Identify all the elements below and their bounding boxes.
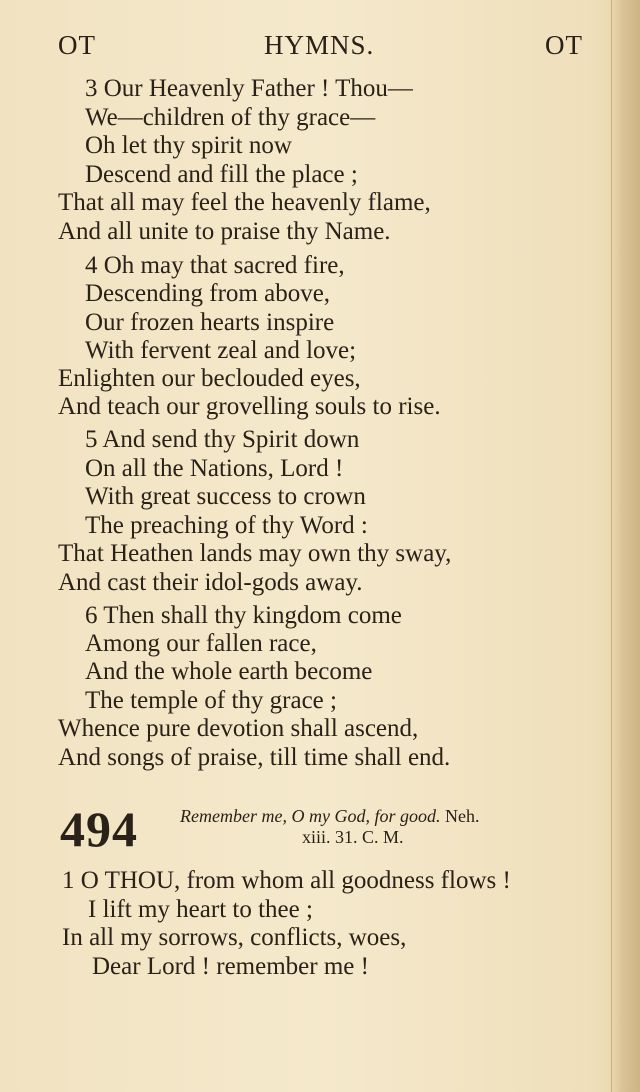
stanza-6-line-1: 6 Then shall thy kingdom come xyxy=(85,602,402,629)
hymn-title-text: Remember me, O my God, for good. xyxy=(180,806,441,826)
stanza-4-line-3: Our frozen hearts inspire xyxy=(85,309,335,336)
hymn-494-line-2: I lift my heart to thee ; xyxy=(88,896,313,923)
stanza-4-line-2: Descending from above, xyxy=(85,280,331,307)
hymn-494-line-3: In all my sorrows, conflicts, woes, xyxy=(62,924,407,951)
stanza-6-line-4: The temple of thy grace ; xyxy=(85,687,337,714)
hymn-meter: xiii. 31. C. M. xyxy=(302,827,404,847)
stanza-3-line-5: That all may feel the heavenly flame, xyxy=(58,189,431,216)
stanza-3-line-2: We—children of thy grace— xyxy=(85,104,376,131)
header-title: HYMNS. xyxy=(264,30,375,60)
stanza-5-line-2: On all the Nations, Lord ! xyxy=(85,455,344,482)
stanza-4-line-6: And teach our grovelling souls to rise. xyxy=(58,393,441,420)
stanza-5-line-1: 5 And send thy Spirit down xyxy=(85,426,360,453)
hymn-494-line-4: Dear Lord ! remember me ! xyxy=(92,953,369,980)
stanza-3-line-4: Descend and fill the place ; xyxy=(85,161,358,188)
stanza-5-line-5: That Heathen lands may own thy sway, xyxy=(58,540,452,567)
stanza-3-line-3: Oh let thy spirit now xyxy=(85,132,292,159)
hymn-title xyxy=(180,806,479,827)
stanza-4-line-5: Enlighten our beclouded eyes, xyxy=(58,365,361,392)
stanza-5-line-6: And cast their idol-gods away. xyxy=(58,569,363,596)
book-spine-edge xyxy=(611,0,640,1092)
stanza-6-line-5: Whence pure devotion shall ascend, xyxy=(58,715,419,742)
stanza-4-line-4: With fervent zeal and love; xyxy=(85,337,357,364)
stanza-3-line-1: 3 Our Heavenly Father ! Thou— xyxy=(85,75,413,102)
header-left: OT xyxy=(58,30,96,60)
page-header xyxy=(0,30,610,64)
stanza-6-line-3: And the whole earth become xyxy=(85,658,373,685)
hymn-scripture-ref: Neh. xyxy=(444,806,480,826)
stanza-5-line-3: With great success to crown xyxy=(85,483,366,510)
stanza-3-line-6: And all unite to praise thy Name. xyxy=(58,218,391,245)
stanza-5-line-4: The preaching of thy Word : xyxy=(85,512,368,539)
hymn-number: 494 xyxy=(60,801,138,857)
stanza-4-line-1: 4 Oh may that sacred fire, xyxy=(85,252,345,279)
stanza-6-line-2: Among our fallen race, xyxy=(85,630,317,657)
hymn-494-line-1: 1 O THOU, from whom all goodness flows ! xyxy=(62,867,511,894)
header-right: OT xyxy=(545,30,583,60)
stanza-6-line-6: And songs of praise, till time shall end. xyxy=(58,744,451,771)
